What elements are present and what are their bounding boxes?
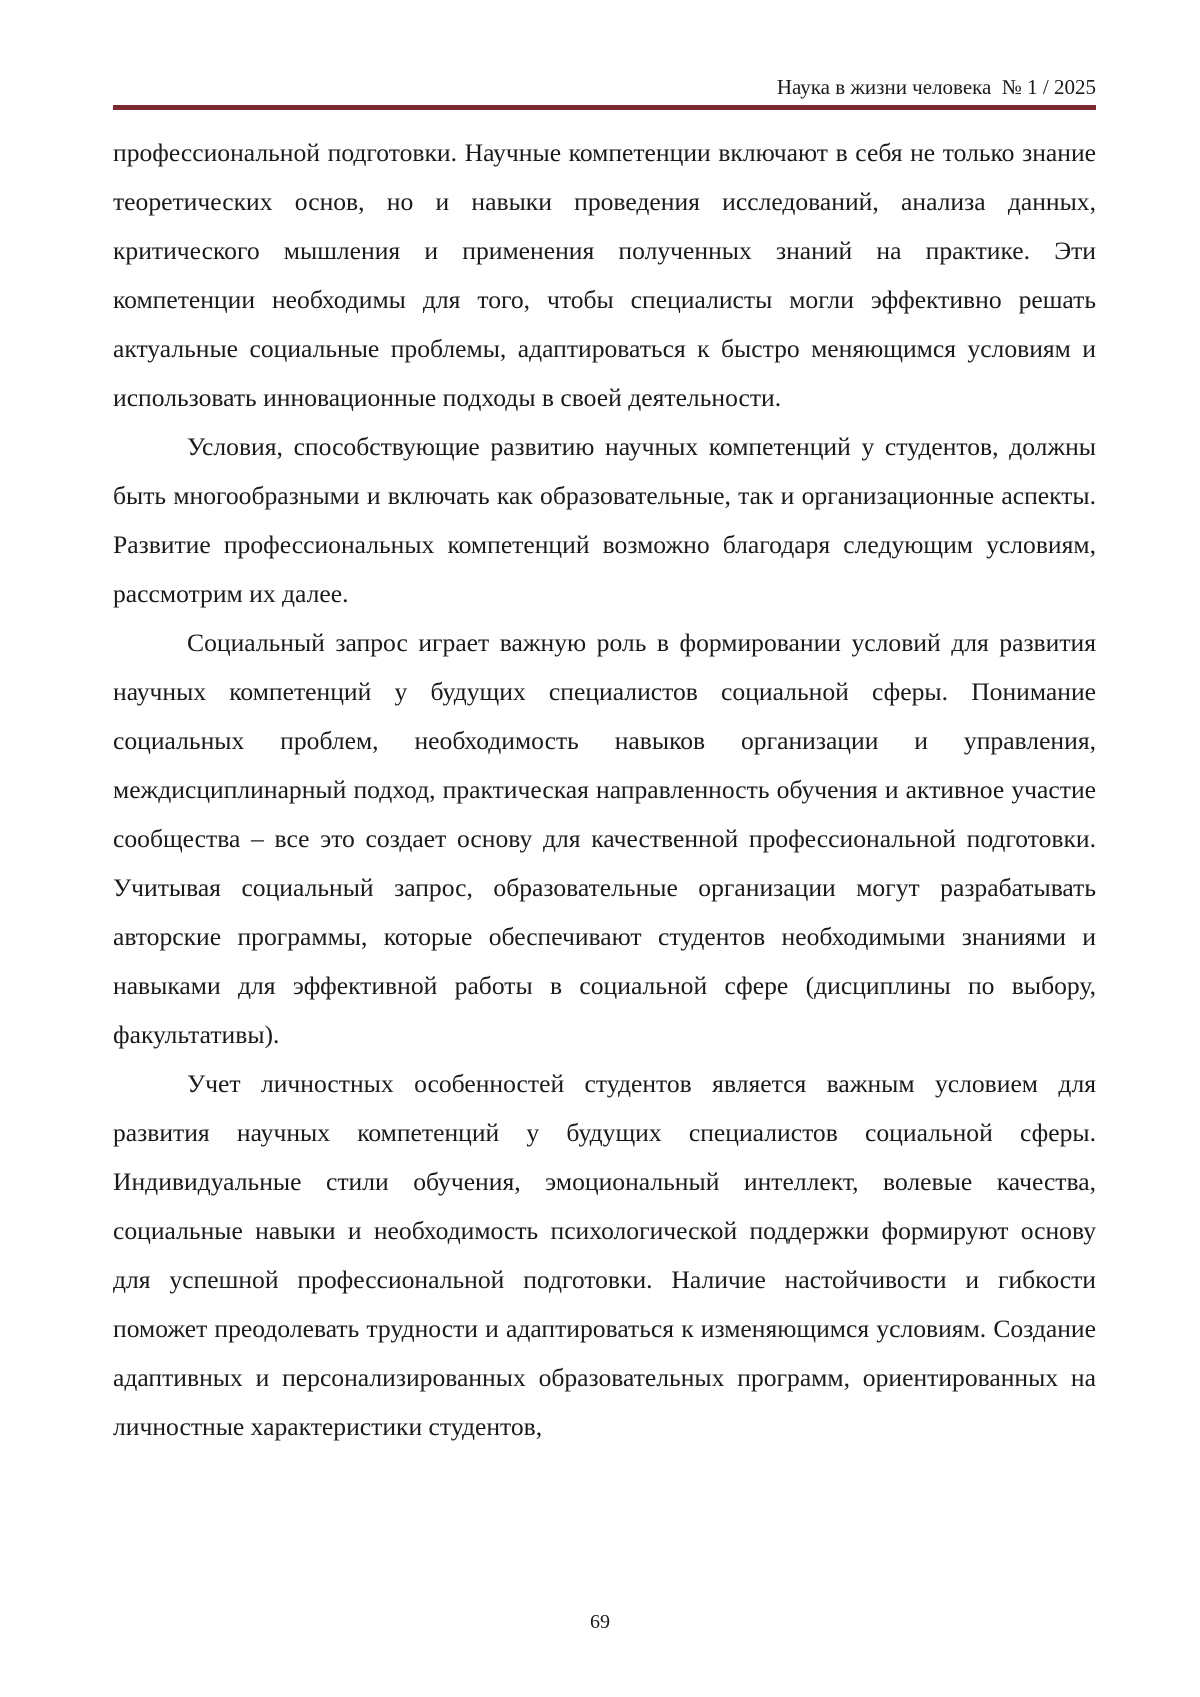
paragraph: Условия, способствующие развитию научных компетенций у студентов, должны быть многообразными и включать как образовательные, так и организационные аспекты. Развитие профессиональных компетенций возможно благодаря следующим условиям, рассмотрим их далее. xyxy=(113,432,1096,608)
page-number: 69 xyxy=(590,1611,610,1633)
header-divider xyxy=(113,105,1096,110)
article-body xyxy=(113,128,1096,1451)
paragraph: Учет личностных особенностей студентов является важным условием для развития научных компетенций у будущих специалистов социальной сферы. Индивидуальные стили обучения, эмоциональный интеллект, волевые качества, социальные навыки и необходимость психологической поддержки формируют основу для успешной профессиональной подготовки. Наличие настойчивости и гибкости поможет преодолевать трудности и адаптироваться к изменяющимся условиям. Создание адаптивных и персонализированных образовательных программ, ориентированных на личностные характеристики студентов, xyxy=(113,1069,1096,1441)
running-header xyxy=(113,74,1096,100)
paragraph-continued: профессиональной подготовки. Научные компетенции включают в себя не только знание теоретических основ, но и навыки проведения исследований, анализа данных, критического мышления и применения полученных знаний на практике. Эти компетенции необходимы для того, чтобы специалисты могли эффективно решать актуальные социальные проблемы, адаптироваться к быстро меняющимся условиям и использовать инновационные подходы в своей деятельности. xyxy=(113,138,1096,412)
journal-title: Наука в жизни человека xyxy=(776,75,992,99)
paragraph: Социальный запрос играет важную роль в формировании условий для развития научных компетенций у будущих специалистов социальной сферы. Понимание социальных проблем, необходимость навыков организации и управления, междисциплинарный подход, практическая направленность обучения и активное участие сообщества – все это создает основу для качественной профессиональной подготовки. Учитывая социальный запрос, образовательные организации могут разрабатывать авторские программы, которые обеспечивают студентов необходимыми знаниями и навыками для эффективной работы в социальной сфере (дисциплины по выбору, факультативы). xyxy=(113,628,1096,1049)
issue-number: № 1 / 2025 xyxy=(1001,75,1096,99)
